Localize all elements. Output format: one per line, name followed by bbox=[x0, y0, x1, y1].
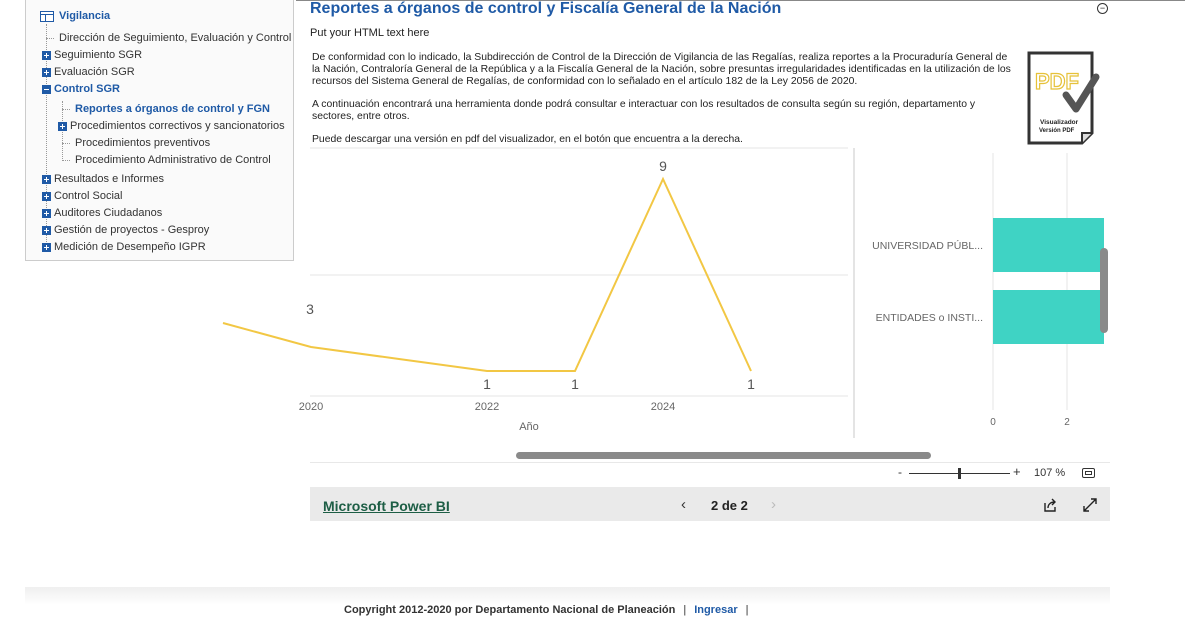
login-link[interactable]: Ingresar bbox=[694, 604, 738, 616]
intro-paragraph: De conformidad con lo indicado, la Subdirección de Control de la Dirección de Vigilancia de las Regalías, realiza reportes a la Procuraduría General de la Nación, Contraloría General de la República y a la Fiscalía General de la Nación, sobre presuntas irregularidades identificadas en la utilización de los recursos del Sistema General de Regalías, de conformidad con lo señalado en el artículo 182 de la Ley 2056 de 2020. bbox=[312, 52, 1011, 87]
page-indicator: 2 de 2 bbox=[711, 498, 748, 513]
sidebar-item-label[interactable]: Evaluación SGR bbox=[54, 66, 135, 78]
zoom-bar bbox=[310, 462, 1110, 487]
sidebar-item-seguimiento[interactable] bbox=[42, 49, 142, 61]
sidebar-item-label[interactable]: Auditores Ciudadanos bbox=[54, 207, 163, 219]
vertical-scrollbar[interactable] bbox=[1100, 248, 1108, 333]
sidebar-item-direccion[interactable] bbox=[46, 32, 291, 44]
sidebar-item-label[interactable]: Procedimientos correctivos y sancionatorios bbox=[70, 120, 285, 132]
expand-plus-icon[interactable] bbox=[42, 175, 51, 184]
data-label: 1 bbox=[747, 376, 755, 392]
x-tick-label: 2022 bbox=[474, 401, 500, 413]
sidebar-item-procedimientos-correctivos[interactable] bbox=[58, 120, 285, 132]
expand-plus-icon[interactable] bbox=[42, 51, 51, 60]
x-axis-label: Año bbox=[519, 421, 539, 433]
separator: | bbox=[683, 604, 687, 616]
sidebar-item-resultados[interactable] bbox=[42, 173, 164, 185]
x-tick-label: 2024 bbox=[650, 401, 676, 413]
collapse-icon[interactable]: − bbox=[1097, 3, 1108, 14]
pdf-big-label: PDF bbox=[1035, 69, 1079, 94]
sidebar-item-igpr[interactable] bbox=[42, 241, 206, 253]
zoom-level: 107 % bbox=[1034, 467, 1066, 479]
separator: | bbox=[745, 604, 749, 616]
sitemap-icon bbox=[40, 11, 54, 22]
sidebar-item-label[interactable]: Resultados e Informes bbox=[54, 173, 165, 185]
share-icon[interactable] bbox=[1042, 497, 1058, 513]
sidebar-item-evaluacion[interactable] bbox=[42, 66, 135, 78]
zoom-slider-thumb[interactable] bbox=[958, 468, 961, 479]
pdf-download-button[interactable] bbox=[1026, 51, 1098, 145]
expand-plus-icon[interactable] bbox=[42, 243, 51, 252]
expand-plus-icon[interactable] bbox=[58, 122, 67, 131]
sidebar-tree bbox=[25, 0, 294, 261]
sidebar-item-label[interactable]: Dirección de Seguimiento, Evaluación y Control bbox=[59, 32, 292, 44]
sidebar-item-label[interactable]: Gestión de proyectos - Gesproy bbox=[54, 224, 210, 236]
sidebar-item-control-sgr[interactable] bbox=[42, 83, 120, 95]
sidebar-item-procedimiento-administrativo[interactable] bbox=[62, 154, 271, 166]
bar-chart[interactable] bbox=[855, 148, 1110, 440]
sidebar-item-label[interactable]: Seguimiento SGR bbox=[54, 49, 143, 61]
tree-root[interactable] bbox=[40, 10, 110, 22]
data-label: 9 bbox=[659, 158, 667, 174]
fit-to-page-icon[interactable] bbox=[1082, 468, 1095, 478]
line-chart[interactable] bbox=[298, 148, 855, 440]
html-placeholder-text: Put your HTML text here bbox=[310, 27, 430, 39]
powerbi-report-canvas[interactable] bbox=[298, 148, 1110, 460]
fullscreen-icon[interactable] bbox=[1082, 497, 1098, 513]
x-tick-label: 0 bbox=[990, 417, 996, 428]
horizontal-scrollbar[interactable] bbox=[516, 452, 931, 459]
copyright-text: Copyright 2012-2020 por Departamento Nacional de Planeación bbox=[344, 604, 676, 616]
sidebar-item-gesproy[interactable] bbox=[42, 224, 209, 236]
category-label: UNIVERSIDAD PÚBL... bbox=[872, 240, 983, 252]
sidebar-item-label[interactable]: Reportes a órganos de control y FGN bbox=[75, 103, 270, 115]
page-title: Reportes a órganos de control y Fiscalía General de la Nación bbox=[310, 0, 782, 17]
zoom-out-button[interactable]: - bbox=[898, 465, 902, 479]
sidebar-item-label[interactable]: Control Social bbox=[54, 190, 123, 202]
tree-root-label[interactable]: Vigilancia bbox=[59, 10, 111, 22]
data-label: 1 bbox=[571, 376, 579, 392]
next-page-button[interactable]: › bbox=[771, 496, 776, 513]
sidebar-item-label[interactable]: Medición de Desempeño IGPR bbox=[54, 241, 206, 253]
expand-plus-icon[interactable] bbox=[42, 68, 51, 77]
sidebar-item-control-social[interactable] bbox=[42, 190, 122, 202]
tool-paragraph: A continuación encontrará una herramienta donde podrá consultar e interactuar con los resultados de consulta según su región, departamento y sectores, entre otros. bbox=[312, 99, 976, 122]
bar bbox=[993, 290, 1104, 344]
expand-plus-icon[interactable] bbox=[42, 192, 51, 201]
pdf-line1: Visualizador bbox=[1040, 119, 1079, 126]
download-paragraph: Puede descargar una versión en pdf del visualizador, en el botón que encuentra a la derecha. bbox=[312, 134, 743, 145]
pdf-line2: Versión PDF bbox=[1039, 128, 1075, 134]
powerbi-link[interactable]: Microsoft Power BI bbox=[323, 498, 450, 514]
x-tick-label: 2 bbox=[1064, 417, 1070, 428]
zoom-in-button[interactable]: + bbox=[1013, 464, 1021, 479]
previous-page-button[interactable]: ‹ bbox=[681, 496, 686, 513]
sidebar-item-label[interactable]: Procedimiento Administrativo de Control bbox=[75, 154, 271, 166]
sidebar-item-auditores[interactable] bbox=[42, 207, 162, 219]
sidebar-item-label[interactable]: Procedimientos preventivos bbox=[75, 137, 211, 149]
sidebar-item-label[interactable]: Control SGR bbox=[54, 83, 120, 95]
x-tick-label: 2020 bbox=[298, 401, 324, 413]
category-label: ENTIDADES o INSTI... bbox=[875, 312, 983, 324]
sidebar-item-reportes[interactable] bbox=[62, 103, 270, 115]
copyright-bar bbox=[344, 604, 756, 616]
bar bbox=[993, 218, 1104, 272]
expand-plus-icon[interactable] bbox=[42, 226, 51, 235]
expand-plus-icon[interactable] bbox=[42, 209, 51, 218]
data-label: 3 bbox=[306, 301, 314, 317]
sidebar-item-procedimientos-preventivos[interactable] bbox=[62, 137, 210, 149]
collapse-minus-icon[interactable] bbox=[42, 85, 51, 94]
data-label: 1 bbox=[483, 376, 491, 392]
